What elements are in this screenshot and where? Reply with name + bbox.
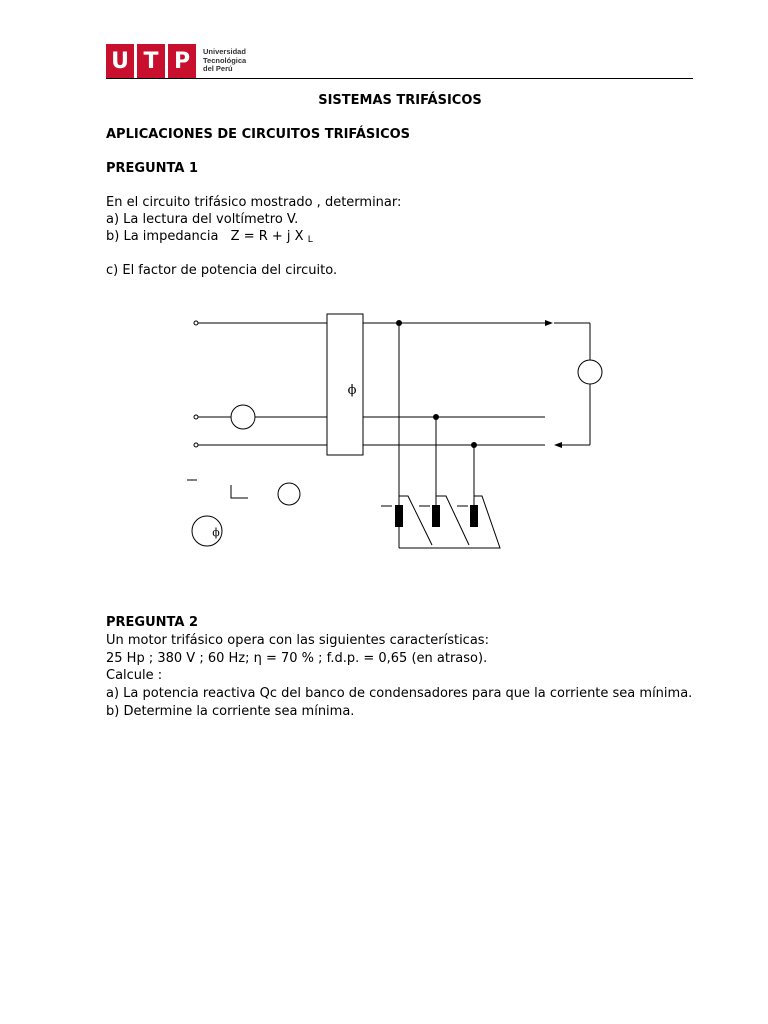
voltmeter-arrow-top: [545, 320, 553, 326]
junction-3: [471, 442, 477, 448]
question-2-line-5: b) Determine la corriente sea mínima.: [106, 704, 355, 719]
logo-letter-t: T: [137, 44, 165, 78]
impedance-subscript: L: [307, 235, 313, 245]
terminal-1: [194, 321, 198, 325]
impedance-formula: Z = R + j X: [230, 229, 304, 244]
voltmeter-circle: [578, 360, 602, 384]
header-divider: [106, 78, 693, 79]
question-2-line-2: 25 Hp ; 380 V ; 60 Hz; η = 70 % ; f.d.p. = 0,65 (en atraso).: [106, 651, 488, 666]
section-heading: APLICACIONES DE CIRCUITOS TRIFÁSICOS: [106, 127, 411, 142]
question-1-item-b: [106, 229, 313, 248]
document-header: [106, 44, 693, 80]
load-impedance-2: [432, 505, 440, 527]
legend-circle: [278, 483, 300, 505]
three-phase-circuit-diagram: [170, 300, 620, 560]
wattmeter-phi-symbol: ϕ: [347, 383, 357, 398]
logo-letter-p: P: [168, 44, 196, 78]
logo-name-line-3: del Perú: [203, 64, 233, 73]
item-b-label: b) La impedancia: [106, 229, 219, 244]
question-1-item-a: a) La lectura del voltímetro V.: [106, 212, 299, 227]
logo-name-line-2: Tecnológica: [203, 55, 247, 65]
load-impedance-1: [395, 505, 403, 527]
question-2-heading: PREGUNTA 2: [106, 615, 199, 630]
logo-university-name: [203, 48, 246, 74]
document-title: SISTEMAS TRIFÁSICOS: [318, 93, 482, 108]
terminal-2: [194, 415, 198, 419]
junction-2: [433, 414, 439, 420]
question-1-item-c: c) El factor de potencia del circuito.: [106, 263, 338, 278]
question-2-line-4: a) La potencia reactiva Qc del banco de condensadores para que la corriente sea mínima.: [106, 686, 693, 701]
logo-letter-u: U: [106, 44, 134, 78]
question-1-heading: PREGUNTA 1: [106, 161, 199, 176]
wattmeter-box: [327, 314, 363, 455]
question-2-line-1: Un motor trifásico opera con las siguientes características:: [106, 633, 489, 648]
question-2-line-3: Calcule :: [106, 668, 163, 683]
legend-corner: [231, 485, 248, 498]
voltmeter-arrow-bottom: [554, 442, 562, 448]
load-impedance-3: [470, 505, 478, 527]
delta-wire-1: [399, 496, 432, 545]
ammeter-circle: [231, 405, 255, 429]
question-1-intro: En el circuito trifásico mostrado , determinar:: [106, 195, 402, 210]
phase-meter-phi-symbol: ϕ: [212, 526, 220, 539]
utp-logo: [106, 44, 199, 78]
terminal-3: [194, 443, 198, 447]
junction-1: [396, 320, 402, 326]
delta-wire-2: [436, 496, 469, 545]
logo-name-line-1: Universidad: [203, 47, 246, 56]
